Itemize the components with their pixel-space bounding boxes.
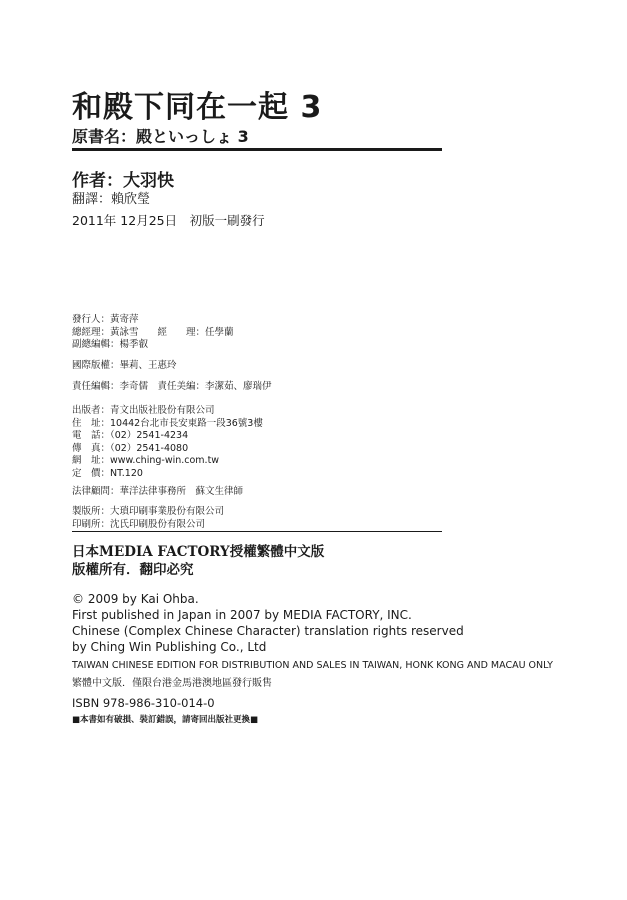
publisher-line: 定 價：NT.120 (72, 467, 143, 479)
copyright-line: Chinese (Complex Chinese Character) translation rights reserved (72, 624, 464, 638)
copyright-line: by Ching Win Publishing Co., Ltd (72, 640, 267, 654)
publisher-line: 傳 真：（02）2541-4080 (72, 442, 189, 454)
isbn-line: ISBN 978-986-310-014-0 (72, 696, 215, 710)
printing-line: 印刷所：沈氏印刷股份有限公司 (72, 518, 206, 530)
distribution-chinese: 繁體中文版．僅限台港金馬港澳地區發行販售 (72, 678, 272, 689)
staff-line: 副總編輯：楊季叡 (72, 339, 149, 350)
staff-block (72, 314, 234, 352)
printing-block (72, 506, 224, 531)
publish-date: 2011年 12月25日 初版一刷發行 (72, 213, 265, 228)
editors-block (72, 381, 272, 394)
publisher-line: 網 址：www.ching-win.com.tw (72, 455, 220, 466)
rights-staff-block (72, 360, 177, 373)
rights-staff-line: 國際版權：畢莉、王惠玲 (72, 360, 177, 371)
legal-line: 法律顧問：華洋法律事務所 蘇文生律師 (72, 486, 244, 497)
return-notice: ■本書如有破損、裝訂錯誤，請寄回出版社更換■ (72, 715, 259, 725)
translator-line: 翻譯：賴欣瑩 (72, 192, 151, 207)
legal-block (72, 486, 243, 499)
book-title: 和殿下同在一起 3 (72, 90, 323, 125)
publisher-line: 住 址：10442台北市長安東路一段36號3樓 (72, 417, 263, 429)
printing-line: 製版所：大瑣印刷事業股份有限公司 (72, 506, 225, 517)
publisher-line: 出版者：青文出版社股份有限公司 (72, 405, 215, 416)
editors-line: 責任編輯：李奇儒 責任美編：李潔茹、廖瑞伊 (72, 381, 272, 392)
publisher-block (72, 405, 263, 480)
license-line: 日本MEDIA FACTORY授權繁體中文版 (72, 544, 325, 560)
staff-line: 總經理：黃詠雪 經 理：任學蘭 (72, 326, 234, 338)
distribution-english: TAIWAN CHINESE EDITION FOR DISTRIBUTION AND SALES IN TAIWAN, HONK KONG AND MACAU ONLY (72, 660, 553, 671)
original-title: 原書名：殿といっしょ 3 (72, 127, 249, 146)
publisher-line: 電 話：（02）2541-4234 (72, 430, 189, 441)
copyright-block (72, 591, 464, 655)
license-divider (72, 531, 442, 532)
staff-line: 發行人：黃寄萍 (72, 314, 139, 325)
title-divider (72, 148, 442, 151)
copyright-line: First published in Japan in 2007 by MEDIA FACTORY, INC. (72, 608, 412, 622)
license-line: 版權所有．翻印必究 (72, 562, 194, 578)
author-line: 作者：大羽快 (72, 171, 174, 191)
copyright-line: © 2009 by Kai Ohba. (72, 592, 199, 606)
license-block (72, 543, 324, 579)
